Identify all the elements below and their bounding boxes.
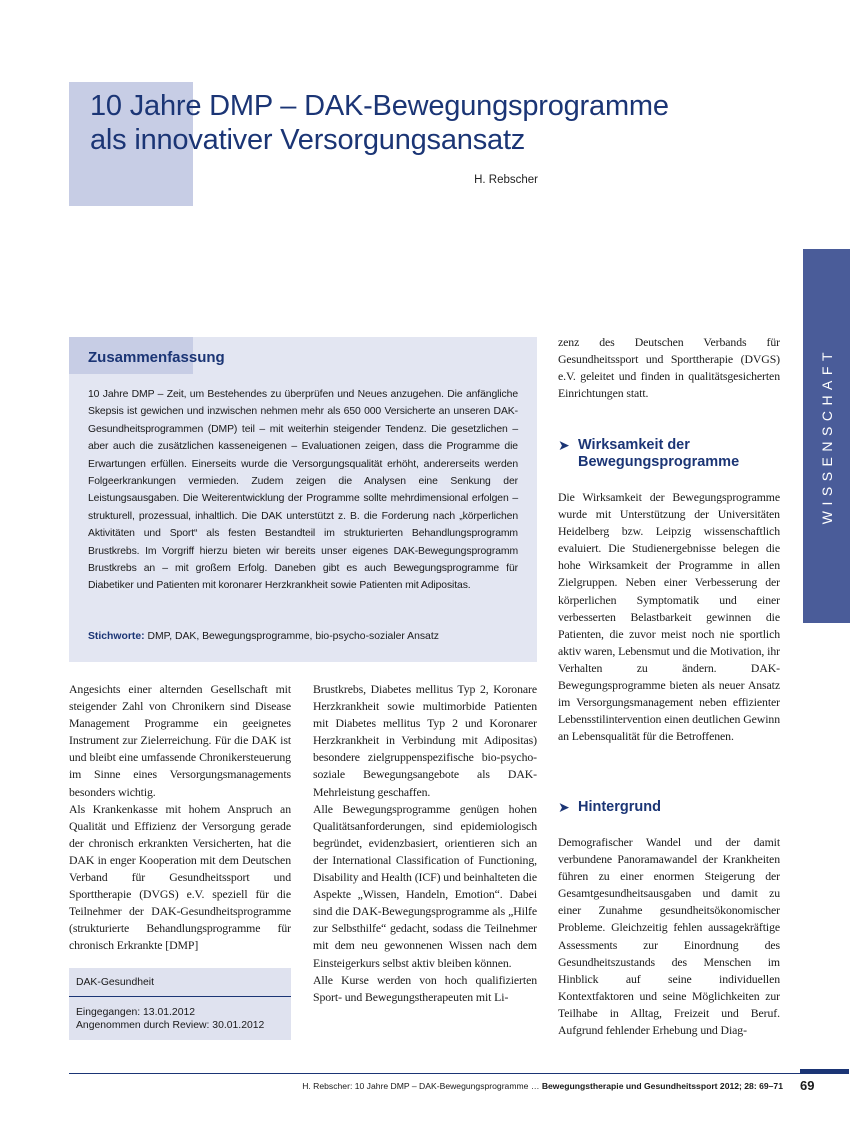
section-side-tab <box>803 249 850 623</box>
received-date: Eingegangen: 13.01.2012 <box>76 1007 196 1018</box>
affiliation: DAK-Gesundheit <box>76 977 154 988</box>
body-column-2 <box>313 681 537 1006</box>
info-box-divider <box>69 996 291 997</box>
arrowhead-right-icon: ➤ <box>558 437 570 453</box>
section-heading-background <box>558 799 783 816</box>
article-title-line-2: als innovativer Versorgungsansatz <box>90 124 526 156</box>
body-paragraph: zenz des Deutschen Verbands für Gesundheitssport und Sporttherapie (DVGS) e.V. geleitet und finden in qualitätsgesicherten Einrichtungen statt. <box>558 335 780 401</box>
keywords <box>88 630 518 644</box>
body-paragraph: Demografischer Wandel und der damit verbundene Panoramawandel der Krankheiten führen zu einer enormen Steigerung der Gesamtgesundheitsausgaben und damit zu einer Zunahme gesundheitsökonomischer Probleme. Gleichzeitig fehlen aussagekräftige Assessments zur Einordnung des Gesundheitszustands des Menschen im Hinblick auf seine individuellen Kontextfaktoren und seine Möglichkeiten zur Teilhabe in Alltag, Freizeit und Beruf. Aufgrund fehlender Erhebung und Diag- <box>558 835 780 1038</box>
author-name: H. Rebscher <box>474 174 538 186</box>
body-column-1 <box>69 681 291 955</box>
body-column-3-bottom <box>558 834 780 1039</box>
body-paragraph: Angesichts einer alternden Gesellschaft mit steigender Zahl von Chronikern sind Disease Management Programme ein geeignetes Instrument zur Zielerreichung. Für die DAK ist und bleibt eine umfassende Chronikersteuerung im Sinne eines Versorgungsmanagements besonders wichtig. <box>69 682 291 799</box>
body-column-3-top <box>558 334 780 402</box>
footer-citation <box>200 1081 783 1091</box>
section-heading-text: Hintergrund <box>578 799 661 815</box>
keywords-label: Stichworte: <box>88 631 145 642</box>
abstract-heading: Zusammenfassung <box>88 349 225 366</box>
footer-rule <box>69 1073 849 1074</box>
body-column-3-middle <box>558 489 780 745</box>
accepted-date: Angenommen durch Review: 30.01.2012 <box>76 1020 265 1031</box>
page-number: 69 <box>800 1078 815 1093</box>
section-heading-text: Wirksamkeit der Bewegungsprogramme <box>578 437 740 470</box>
body-paragraph: Die Wirksamkeit der Bewegungsprogramme wurde mit Unterstützung der Universitäten Heidelberg bzw. Leipzig wissenschaftlich evaluiert. Die Studienergebnisse belegen die hohe Wirksamkeit der Programme in allen Zielgruppen. Neben einer Verbesserung der körperlichen Symptomatik und einer verbesserten Belastbarkeit gewinnen die Patienten, die zuvor meist noch nie sportlich aktiv waren, Lebensmut und die Motivation, ihr Verhalten zu ändern. DAK-Bewegungsprogramme bieten als neuer Ansatz im Versorgungsmanagement neben effizienter Lebensstilintervention einen deutlichen Gewinn an Lebensqualität für die Betroffenen. <box>558 490 780 744</box>
article-title-line-1: 10 Jahre DMP – DAK-Bewegungsprogramme <box>90 90 669 122</box>
body-paragraph: Als Krankenkasse mit hohem Anspruch an Qualität und Effizienz der Versorgung gerade der chronisch erkrankten Versicherten, hat die DAK in enger Kooperation mit dem Deutschen Verband für Gesundheitssport und Sporttherapie (DVGS) e.V. speziell für die Teilnehmer der DAK-Gesundheitsprogramme (strukturierte Behandlungsprogramme für chronisch Erkrankte [DMP] <box>69 801 291 953</box>
body-paragraph: Alle Kurse werden von hoch qualifizierten Sport- und Bewegungstherapeuten mit Li- <box>313 972 537 1004</box>
footer-accent-bar <box>800 1069 849 1074</box>
section-heading-effectiveness <box>558 437 783 471</box>
footer-journal-reference: Bewegungstherapie und Gesundheitssport 2012; 28: 69–71 <box>541 1081 783 1091</box>
abstract-text: 10 Jahre DMP – Zeit, um Bestehendes zu überprüfen und Neues anzugehen. Die anfängliche Skepsis ist gewichen und inzwischen nehmen mehr als 650 000 Versicherte an unseren DAK-Gesundheitsprogrammen (DMP) teil – mit weiterhin steigender Tendenz. Die gesetzlichen – aber auch die zusätzlichen kasseneigenen – Evaluationen zeigen, dass die Programme die Erwartungen erfüllen. Einerseits wurde die Versorgungsqualität erhöht, andererseits werden Folgeerkrankungen vermieden. Zudem zeigen die Analysen eine Senkung der Leistungsausgaben. Die Weiterentwicklung der Programme sollte mehrdimensional erfolgen – strukturell, prozessual, inhaltlich. Die DAK unterstützt z. B. die Forderung nach „körperlichen Aktivitäten und Sport“ als festen Bestandteil im strukturierten Behandlungsprogramm Brustkrebs. Im Vorgriff hierzu bieten wir bereits unser eigenes DAK-Bewegungsprogramm Brustkrebs an – mit großem Erfolg. Daneben gibt es auch Bewegungsprogramme für Diabetiker und Patienten mit koronarer Herzkrankheit sowie Patienten mit Adipositas. <box>88 389 518 592</box>
body-paragraph: Alle Bewegungsprogramme genügen hohen Qualitätsanforderungen, sind epidemiologisch begründet, evidenzbasiert, orientieren sich an der International Classification of Functioning, Disability and Health (ICF) und beinhalteten die Aspekte „Wissen, Handeln, Emotion“. Dabei sind die DAK-Bewegungsprogramme als „Hilfe zur Selbsthilfe“ gedacht, sodass die Teilnehmer mit dem neu gewonnenen Wissen nach dem Einsteigerkurs selbst aktiv bleiben können. <box>313 801 537 970</box>
keywords-list: DMP, DAK, Bewegungsprogramme, bio-psycho-sozialer Ansatz <box>144 631 439 642</box>
footer-citation-author: H. Rebscher: 10 Jahre DMP – DAK-Bewegungsprogramme … <box>302 1081 542 1091</box>
body-paragraph: Brustkrebs, Diabetes mellitus Typ 2, Koronare Herzkrankheit sowie multimorbide Patienten mit Diabetes mellitus Typ 2 und Koronarer Herzkrankheit in Verbindung mit Adipositas) besondere zielgruppenspezifische bio-psycho-soziale Bewegungsangebote als DAK-Mehrleistung geschaffen. <box>313 682 537 799</box>
arrowhead-right-icon: ➤ <box>558 799 570 815</box>
article-title <box>90 89 790 157</box>
section-side-tab-label: WISSENSCHAFT <box>818 347 835 525</box>
